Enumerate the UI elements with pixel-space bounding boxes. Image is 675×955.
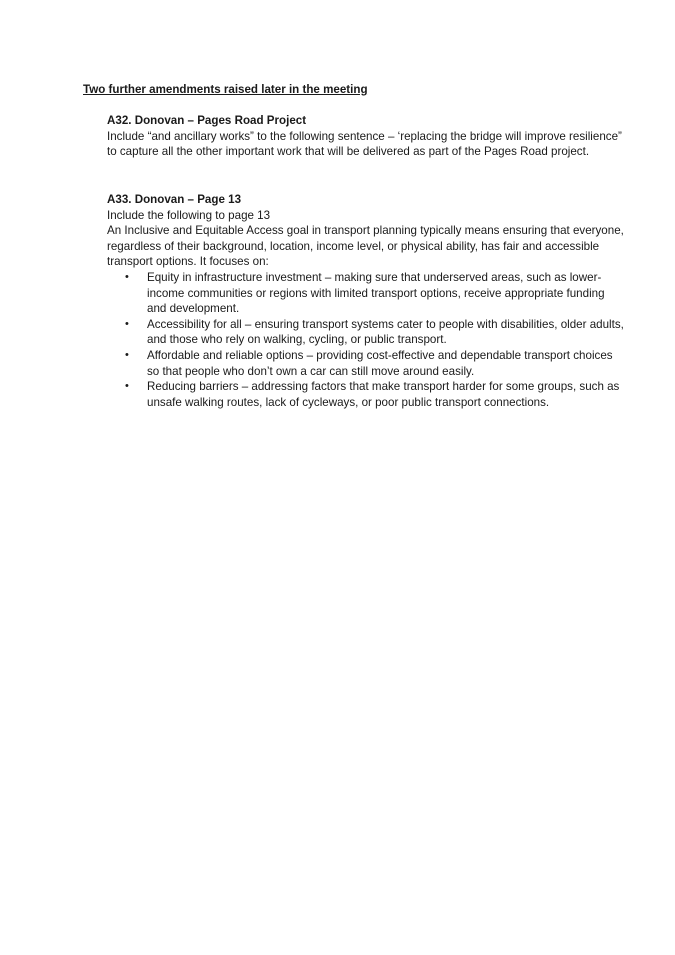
amendment-a32-title: A32. Donovan – Pages Road Project (107, 114, 307, 127)
amendment-a33-bullet-list (107, 270, 627, 410)
list-item-text: Affordable and reliable options – providing cost-effective and dependable transport choices so that people who don’t own a car can still move around easily. (147, 348, 613, 378)
list-item (107, 317, 627, 348)
amendment-a33-title: A33. Donovan – Page 13 (107, 193, 242, 206)
list-item (107, 270, 627, 317)
page-heading: Two further amendments raised later in the meeting (83, 83, 368, 96)
amendment-a33-body: An Inclusive and Equitable Access goal in transport planning typically means ensuring that everyone, regardless of their background, location, income level, or physical ability, has fair and accessible transport options. It focuses on: (107, 224, 624, 269)
list-item-text: Reducing barriers – addressing factors that make transport harder for some groups, such as unsafe walking routes, lack of cycleways, or poor public transport connections. (147, 380, 620, 409)
bullet-icon: • (125, 348, 129, 361)
bullet-icon: • (125, 317, 129, 330)
amendment-a32-body: Include “and ancillary works” to the following sentence – ‘replacing the bridge will improve resilience” to capture all the other important work that will be delivered as part of the Pages Road project. (107, 129, 622, 159)
list-item (107, 348, 627, 379)
list-item (107, 379, 627, 410)
bullet-icon: • (125, 380, 129, 393)
list-item-text: Accessibility for all – ensuring transport systems cater to people with disabilities, older adults, and those who rely on walking, cycling, or public transport. (147, 317, 624, 347)
list-item-text: Equity in infrastructure investment – making sure that underserved areas, such as lower-income communities or regions with limited transport options, receive appropriate funding and development. (147, 270, 605, 316)
amendment-a32 (107, 113, 627, 160)
bullet-icon: • (125, 270, 129, 283)
amendment-a33-intro: Include the following to page 13 (107, 208, 271, 222)
amendment-a33 (107, 192, 627, 410)
